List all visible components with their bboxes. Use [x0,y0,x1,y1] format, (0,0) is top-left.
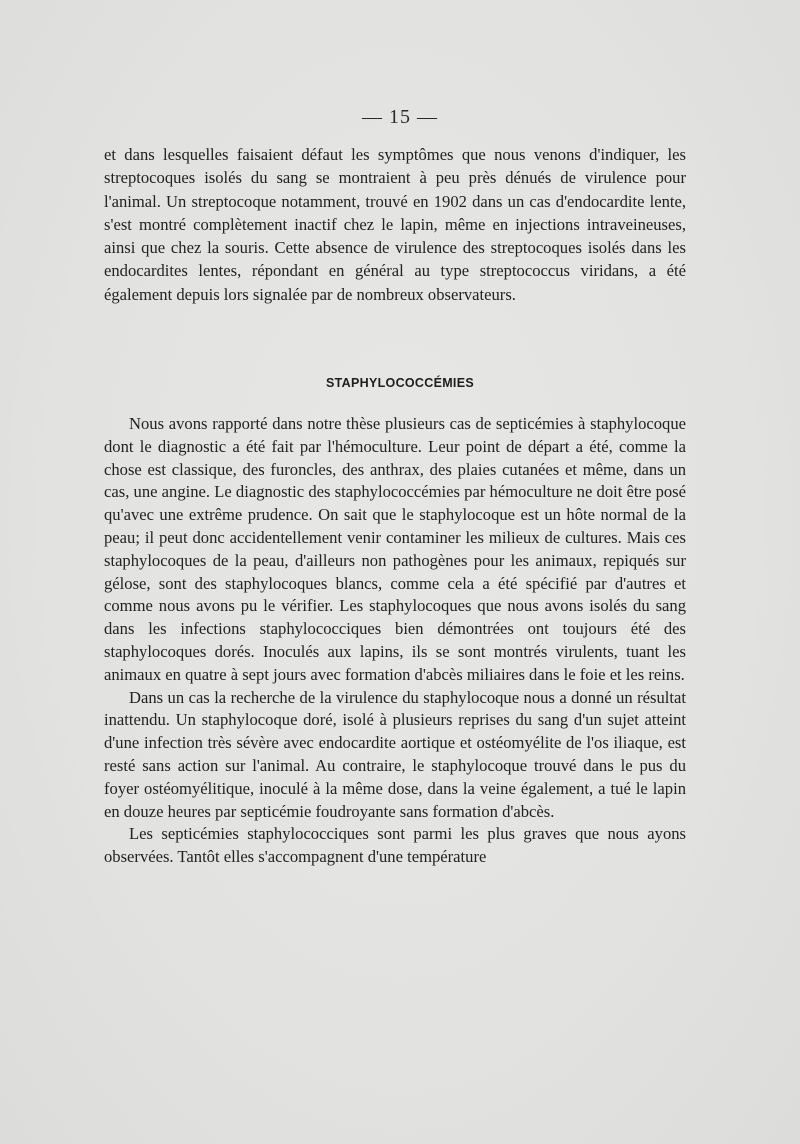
section-paragraph-2: Dans un cas la recherche de la virulence du staphylocoque nous a donné un résultat inattendu. Un staphylocoque doré, isolé à plusieurs reprises du sang d'un sujet atteint d'une infection très sévère avec endocardite aortique et ostéomyélite de l'os iliaque, est resté sans action sur l'animal. Au contraire, le staphylocoque trouvé dans le pus du foyer ostéomyélitique, inoculé à la même dose, dans la veine également, a tué le lapin en douze heures par septicémie foudroyante sans formation d'abcès. [104,687,686,821]
section-paragraph-1: Nous avons rapporté dans notre thèse plusieurs cas de septicémies à staphylocoque dont le diagnostic a été fait par l'hémoculture. Leur point de départ a été, comme la chose est classique, des furoncles, des anthrax, des plaies cutanées et même, dans un cas, une angine. Le diagnostic des staphylococcémies par hémoculture ne doit être posé qu'avec une extrême prudence. On sait que le staphylocoque est un hôte normal de la peau; il peut donc accidentellement venir contaminer les milieux de cultures. Mais ces staphylocoques de la peau, d'ailleurs non pathogènes pour les animaux, repiqués sur gélose, sont des staphylocoques blancs, comme cela a été spécifié par d'autres et comme nous avons pu le vérifier. Les staphylocoques que nous avons isolés du sang dans les infections staphylococciques bien démontrées ont toujours été des staphylocoques dorés. Inoculés aux lapins, ils se sont montrés virulents, tuant les animaux en quatre à sept jours avec formation d'abcès miliaires dans le foie et les reins. [104,414,686,684]
section-text-block [104,413,686,869]
intro-text-block [104,143,686,306]
page-number: — 15 — [362,106,438,128]
section-title: STAPHYLOCOCCÉMIES [326,376,474,390]
intro-paragraph: et dans lesquelles faisaient défaut les symptômes que nous venons d'indiquer, les streptocoques isolés du sang se montraient à peu près dénués de virulence pour l'animal. Un streptocoque notamment, trouvé en 1902 dans un cas d'endocardite lente, s'est montré complètement inactif chez le lapin, même en injections intraveineuses, ainsi que chez la souris. Cette absence de virulence des streptocoques isolés dans les endocardites lentes, répondant en général au type streptococcus viridans, a été également depuis lors signalée par de nombreux observateurs. [104,145,686,304]
section-paragraph-3: Les septicémies staphylococciques sont parmi les plus graves que nous ayons observées. Tantôt elles s'accompagnent d'une température [104,824,686,867]
